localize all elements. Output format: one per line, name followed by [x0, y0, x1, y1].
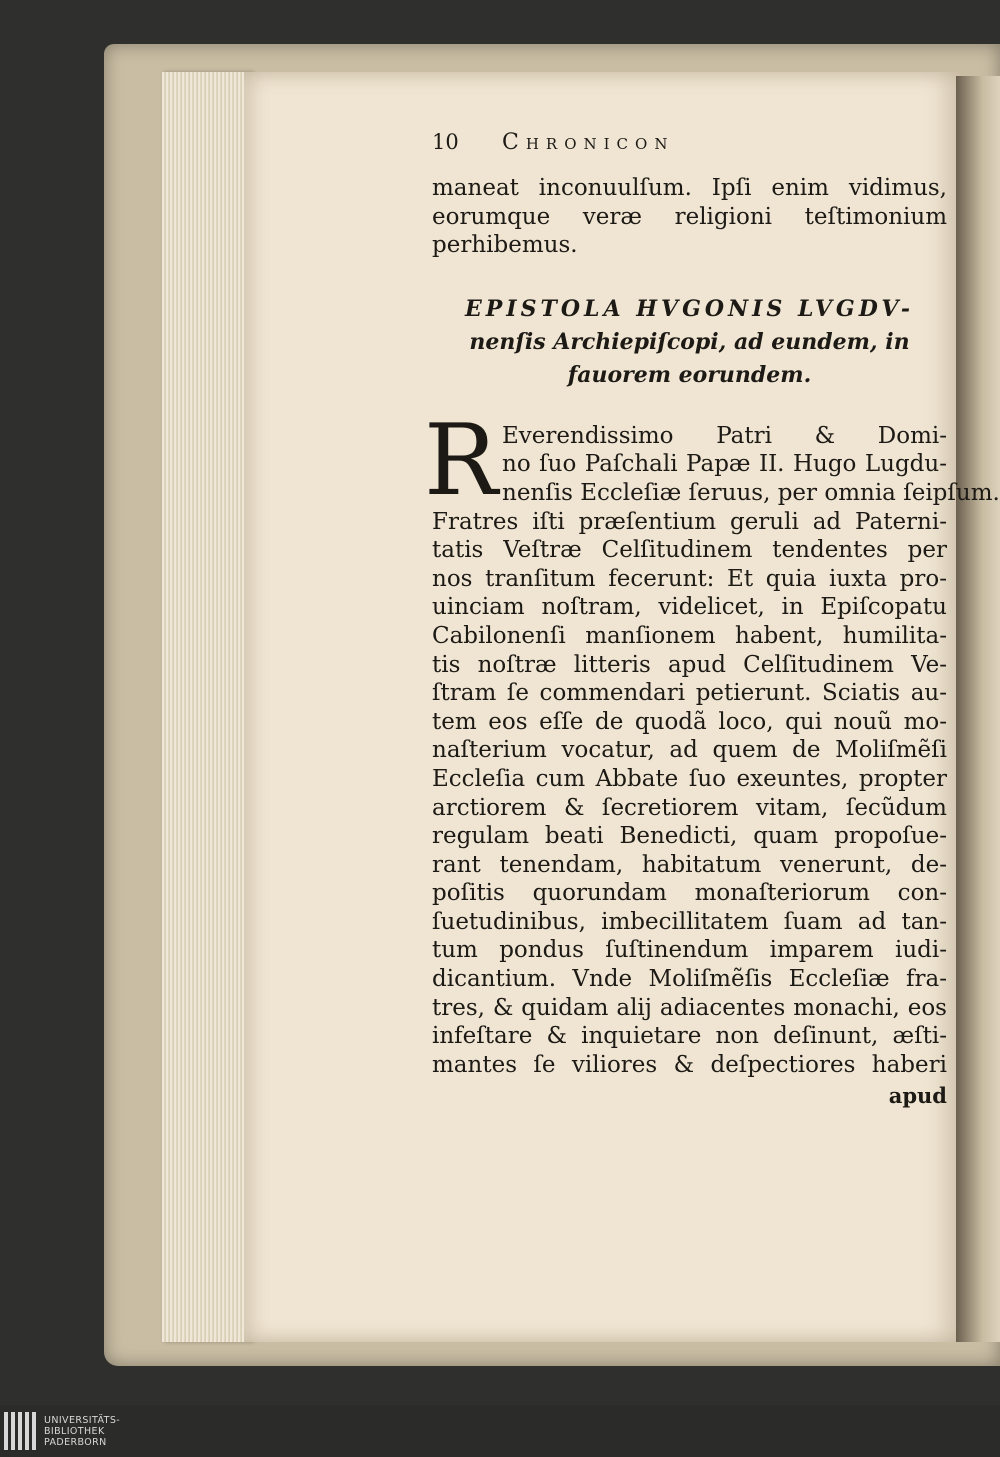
- epistle-heading: [432, 293, 947, 392]
- text-line: infeſtare & inquietare non deſinunt, æſti-: [432, 1023, 947, 1050]
- text-line: dicantium. Vnde Moliſmẽſis Eccleſiæ fra-: [432, 966, 947, 993]
- text-line: tis noſtræ litteris apud Celſitudinem Ve-: [432, 651, 947, 678]
- text-line: maneat inconuulſum. Ipſi enim vidimus,: [432, 175, 947, 201]
- text-line: mantes ſe viliores & deſpectiores haberi: [432, 1051, 947, 1078]
- drop-cap: R: [424, 403, 498, 518]
- logo-line: BIBLIOTHEK: [44, 1425, 105, 1437]
- running-title: Chronicon: [502, 130, 675, 155]
- logo-line: PADERBORN: [44, 1436, 107, 1448]
- letter-body: [424, 403, 1000, 1080]
- running-head: [432, 130, 947, 174]
- text-line: tem eos eſſe de quodã loco, qui nouũ mo-: [432, 708, 947, 735]
- text-line: ſtram ſe commendari petierunt. Sciatis au-: [432, 680, 947, 707]
- letter-lines: [432, 422, 1000, 1080]
- text-line: uinciam noſtram, videlicet, in Epiſcopatu: [432, 594, 947, 621]
- logo-text: [44, 1415, 120, 1448]
- text-line: Everendissimo Patri & Domi-: [502, 422, 947, 449]
- text-line: rant tenendam, habitatum venerunt, de-: [432, 851, 947, 878]
- footer-bar: [0, 1405, 1000, 1457]
- text-line: Fratres iſti præſentium geruli ad Paterni-: [432, 508, 947, 535]
- text-line: poſitis quorundam monaſteriorum con-: [432, 880, 947, 907]
- library-logo: [4, 1411, 120, 1451]
- page-number: 10: [432, 130, 459, 154]
- heading-line: nenſis Archiepiſcopi, ad eundem, in: [469, 328, 910, 355]
- text-line: regulam beati Benedicti, quam propoſue-: [432, 823, 947, 850]
- opening-paragraph: [432, 174, 947, 260]
- logo-line: UNIVERSITÄTS-: [44, 1414, 121, 1426]
- text-line: nenſis Eccleſiæ ſeruus, per omnia ſeipſum.: [502, 479, 1000, 506]
- text-line: no ſuo Paſchali Papæ II. Hugo Lugdu-: [502, 451, 947, 478]
- text-line: naſterium vocatur, ad quem de Moliſmẽſi: [432, 737, 947, 764]
- page-edges: [162, 72, 252, 1342]
- text-line: tum pondus ſuſtinendum imparem iudi-: [432, 937, 947, 964]
- logo-bars-icon: [4, 1412, 36, 1450]
- text-line: arctiorem & ſecretiorem vitam, ſecũdum: [432, 794, 947, 821]
- heading-line: EPISTOLA HVGONIS LVGDV-: [465, 295, 914, 322]
- page-text: [424, 130, 1000, 1109]
- catchword: apud: [888, 1083, 947, 1109]
- text-line: Eccleſia cum Abbate ſuo exeuntes, propter: [432, 765, 947, 792]
- text-line: eorumque veræ religioni teſtimonium: [432, 203, 947, 230]
- heading-line: fauorem eorundem.: [567, 361, 812, 388]
- book-gutter: [956, 76, 1000, 1342]
- text-line: tres, & quidam alij adiacentes monachi, eos: [432, 994, 947, 1021]
- text-line: nos tranſitum fecerunt: Et quia iuxta pro-: [432, 565, 947, 592]
- text-line: tatis Veſtræ Celſitudinem tendentes per: [432, 537, 947, 564]
- text-line: perhibemus.: [432, 232, 578, 259]
- text-line: Cabilonenſi manſionem habent, humilita-: [432, 622, 947, 649]
- text-line: ſuetudinibus, imbecillitatem ſuam ad tan-: [432, 908, 947, 935]
